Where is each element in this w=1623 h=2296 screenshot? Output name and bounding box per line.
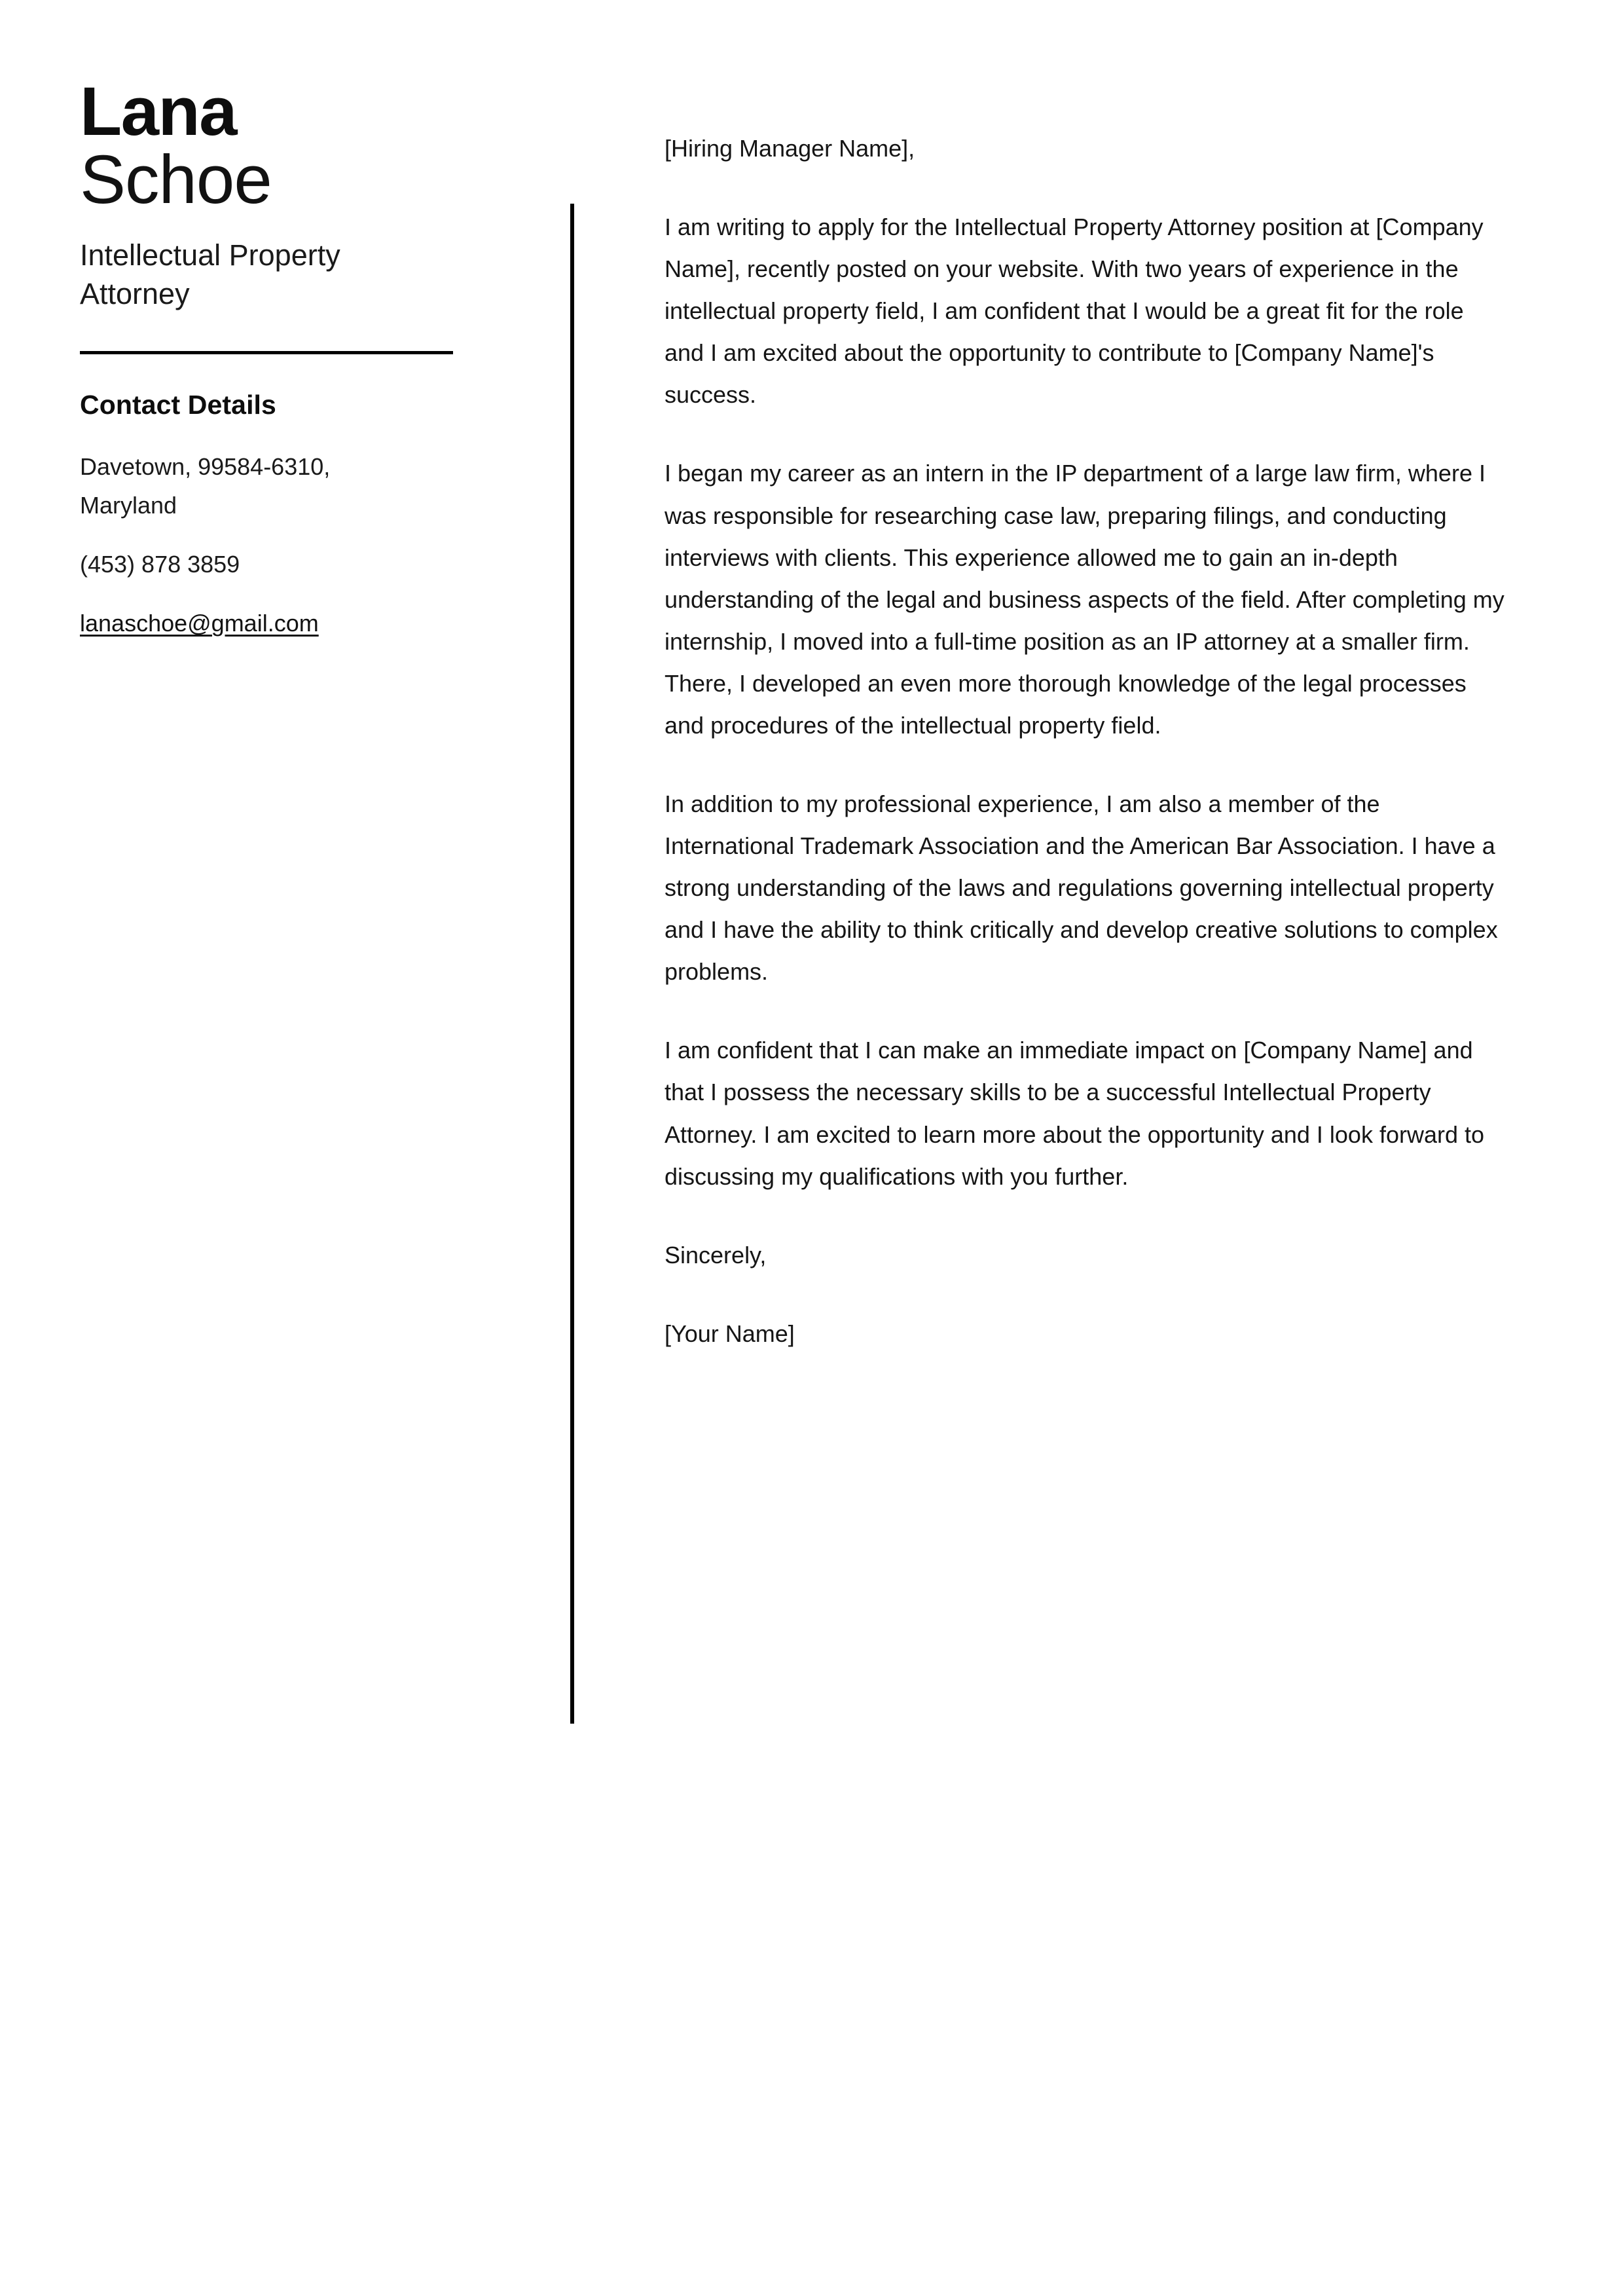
last-name: Schoe bbox=[80, 141, 272, 218]
column-divider bbox=[570, 204, 574, 1724]
contact-details-list bbox=[80, 448, 473, 642]
sidebar bbox=[80, 73, 473, 643]
contact-address: Davetown, 99584-6310, Maryland bbox=[80, 453, 331, 519]
letter-closing: Sincerely, bbox=[665, 1241, 767, 1268]
contact-details-heading: Contact Details bbox=[80, 390, 276, 420]
letter-signature: [Your Name] bbox=[665, 1320, 795, 1347]
contact-email-row bbox=[80, 604, 361, 642]
contact-phone[interactable]: (453) 878 3859 bbox=[80, 551, 240, 578]
letter-salutation: [Hiring Manager Name], bbox=[665, 135, 915, 162]
contact-email-link[interactable]: lanaschoe@gmail.com bbox=[80, 610, 319, 637]
first-name: Lana bbox=[80, 73, 237, 150]
sidebar-divider-rule bbox=[80, 351, 453, 354]
letter-paragraph: In addition to my professional experience, I am also a member of the International Trademark Association and the American Bar Association. I have a strong understanding of the laws and regulations governing intellectual property and I have the ability to think critically and develop creative solutions to complex problems. bbox=[665, 790, 1498, 986]
letter-body bbox=[665, 128, 1506, 1355]
letter-paragraph: I began my career as an intern in the IP department of a large law firm, where I was responsible for researching case law, preparing filings, and conducting interviews with clients. This experience allowed me to gain an in-depth understanding of the legal and business aspects of the field. After completing my internship, I moved into a full-time position as an IP attorney at a smaller firm. There, I developed an even more thorough knowledge of the legal processes and procedures of the intellectual property field. bbox=[665, 460, 1504, 739]
letter-paragraph: I am writing to apply for the Intellectual Property Attorney position at [Company Name], recently posted on your website. With two years of experience in the intellectual property field, I am confident that I would be a great fit for the role and I am excited about the opportunity to contribute to [Company Name]'s success. bbox=[665, 213, 1484, 409]
job-title: Intellectual Property Attorney bbox=[80, 238, 340, 311]
candidate-name bbox=[80, 73, 473, 218]
letter-paragraph: I am confident that I can make an immediate impact on [Company Name] and that I possess the necessary skills to be a successful Intellectual Property Attorney. I am excited to learn more about the opportunity and I look forward to discussing my qualifications with you further. bbox=[665, 1037, 1485, 1190]
